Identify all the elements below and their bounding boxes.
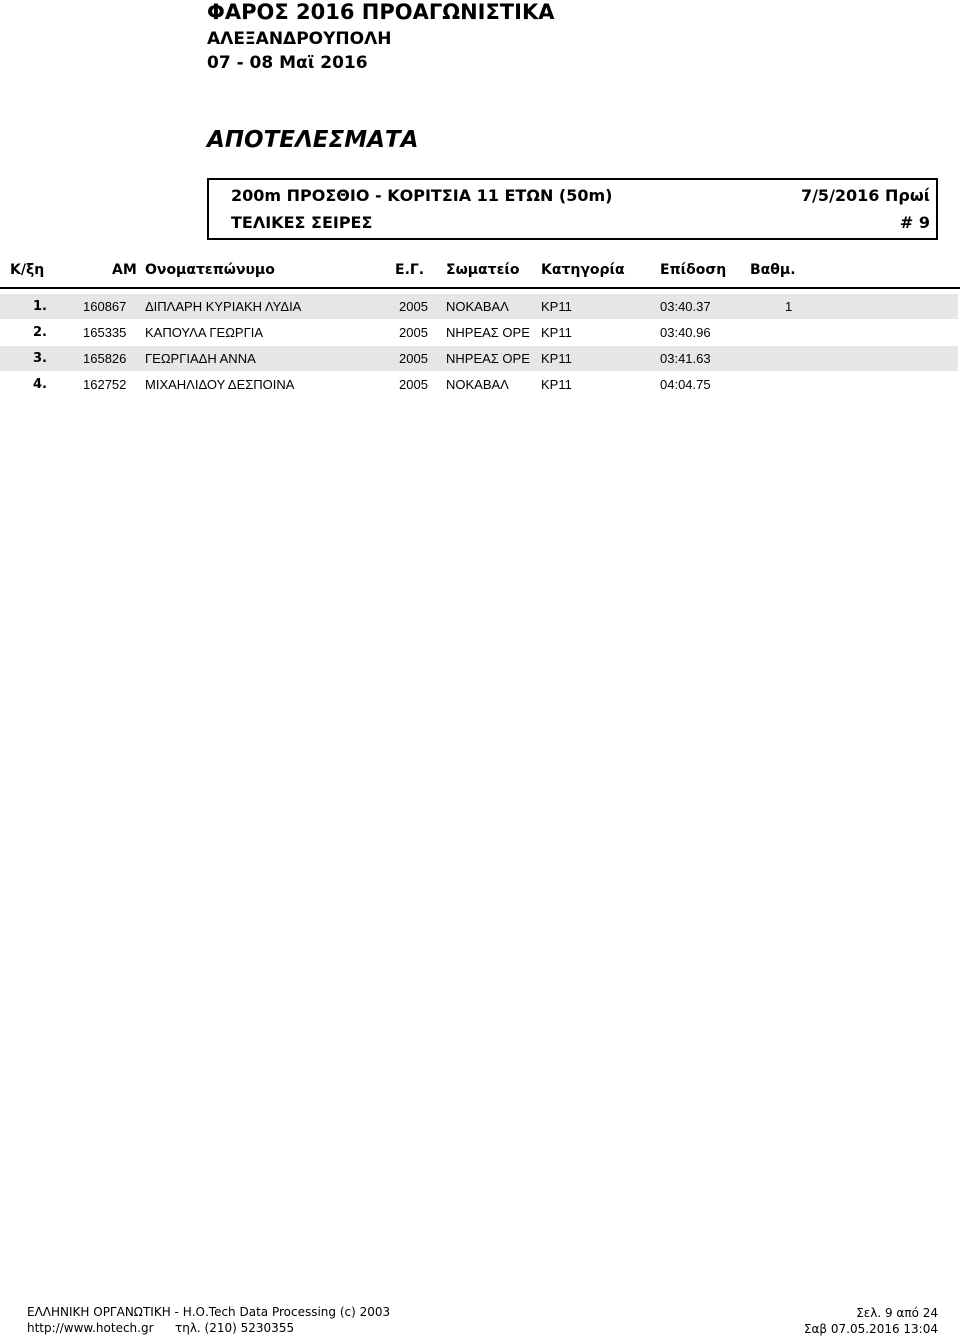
column-header-name: Ονοματεπώνυμο	[145, 262, 275, 278]
footer-org: ΕΛΛΗΝΙΚΗ ΟΡΓΑΝΩΤΙΚΗ - Η.Ο.Tech Data Processing (c) 2003	[27, 1305, 391, 1319]
row-birth-year: 2005	[399, 299, 428, 314]
column-header-birth-year: Ε.Γ.	[395, 262, 425, 278]
column-header-points: Βαθμ.	[750, 262, 796, 278]
row-am: 165826	[83, 351, 127, 366]
row-am: 160867	[83, 299, 127, 314]
row-rank: 2.	[33, 325, 47, 340]
footer-phone: τηλ. (210) 5230355	[175, 1321, 295, 1335]
row-name: ΚΑΠΟΥΛΑ ΓΕΩΡΓΙΑ	[145, 325, 264, 340]
row-club: ΝΗΡΕΑΣ ΟΡΕ	[446, 351, 530, 366]
meet-title: ΦΑΡΟΣ 2016 ΠΡΟΑΓΩΝΙΣΤΙΚΑ	[207, 0, 555, 24]
row-birth-year: 2005	[399, 325, 428, 340]
results-title: ΑΠΟΤΕΛΕΣΜΑΤΑ	[207, 127, 419, 153]
row-birth-year: 2005	[399, 351, 428, 366]
row-am: 162752	[83, 377, 127, 392]
table-row	[0, 346, 958, 371]
event-number: # 9	[899, 213, 930, 232]
row-rank: 1.	[33, 299, 47, 314]
row-category: ΚΡ11	[541, 299, 572, 314]
row-time: 03:41.63	[660, 351, 711, 366]
event-name: 200m ΠΡΟΣΘΙΟ - ΚΟΡΙΤΣΙΑ 11 ΕΤΩΝ (50m)	[231, 186, 613, 205]
table-row	[0, 372, 958, 397]
event-date-session: 7/5/2016 Πρωί	[800, 186, 930, 205]
table-row	[0, 294, 958, 319]
row-category: ΚΡ11	[541, 377, 572, 392]
footer-printed: Σαβ 07.05.2016 13:04	[803, 1322, 938, 1336]
meet-dates: 07 - 08 Μαϊ 2016	[207, 53, 368, 73]
event-box	[207, 178, 938, 240]
event-round: ΤΕΛΙΚΕΣ ΣΕΙΡΕΣ	[231, 213, 373, 232]
row-time: 04:04.75	[660, 377, 711, 392]
column-header-am: ΑΜ	[112, 262, 137, 278]
table-row	[0, 320, 958, 345]
row-name: ΔΙΠΛΑΡΗ ΚΥΡΙΑΚΗ ΛΥΔΙΑ	[145, 299, 302, 314]
row-time: 03:40.96	[660, 325, 711, 340]
row-rank: 4.	[33, 377, 47, 392]
row-points: 1	[785, 299, 793, 314]
column-header-category: Κατηγορία	[541, 262, 625, 278]
row-rank: 3.	[33, 351, 47, 366]
row-name: ΜΙΧΑΗΛΙΔΟΥ ΔΕΣΠΟΙΝΑ	[145, 377, 295, 392]
row-time: 03:40.37	[660, 299, 711, 314]
column-header-time: Επίδοση	[660, 262, 727, 278]
footer-page: Σελ. 9 από 24	[856, 1306, 938, 1320]
row-birth-year: 2005	[399, 377, 428, 392]
row-name: ΓΕΩΡΓΙΑΔΗ ΑΝΝΑ	[145, 351, 256, 366]
column-header-club: Σωματείο	[446, 262, 520, 278]
row-club: ΝΟΚΑΒΑΛ	[446, 377, 509, 392]
row-club: ΝΟΚΑΒΑΛ	[446, 299, 509, 314]
row-am: 165335	[83, 325, 127, 340]
row-category: ΚΡ11	[541, 351, 572, 366]
header-divider	[0, 287, 960, 289]
row-club: ΝΗΡΕΑΣ ΟΡΕ	[446, 325, 530, 340]
footer-url[interactable]: http://www.hotech.gr	[27, 1321, 154, 1335]
row-category: ΚΡ11	[541, 325, 572, 340]
column-header-rank: Κ/ξη	[10, 262, 45, 278]
meet-city: ΑΛΕΞΑΝΔΡΟΥΠΟΛΗ	[207, 29, 392, 49]
